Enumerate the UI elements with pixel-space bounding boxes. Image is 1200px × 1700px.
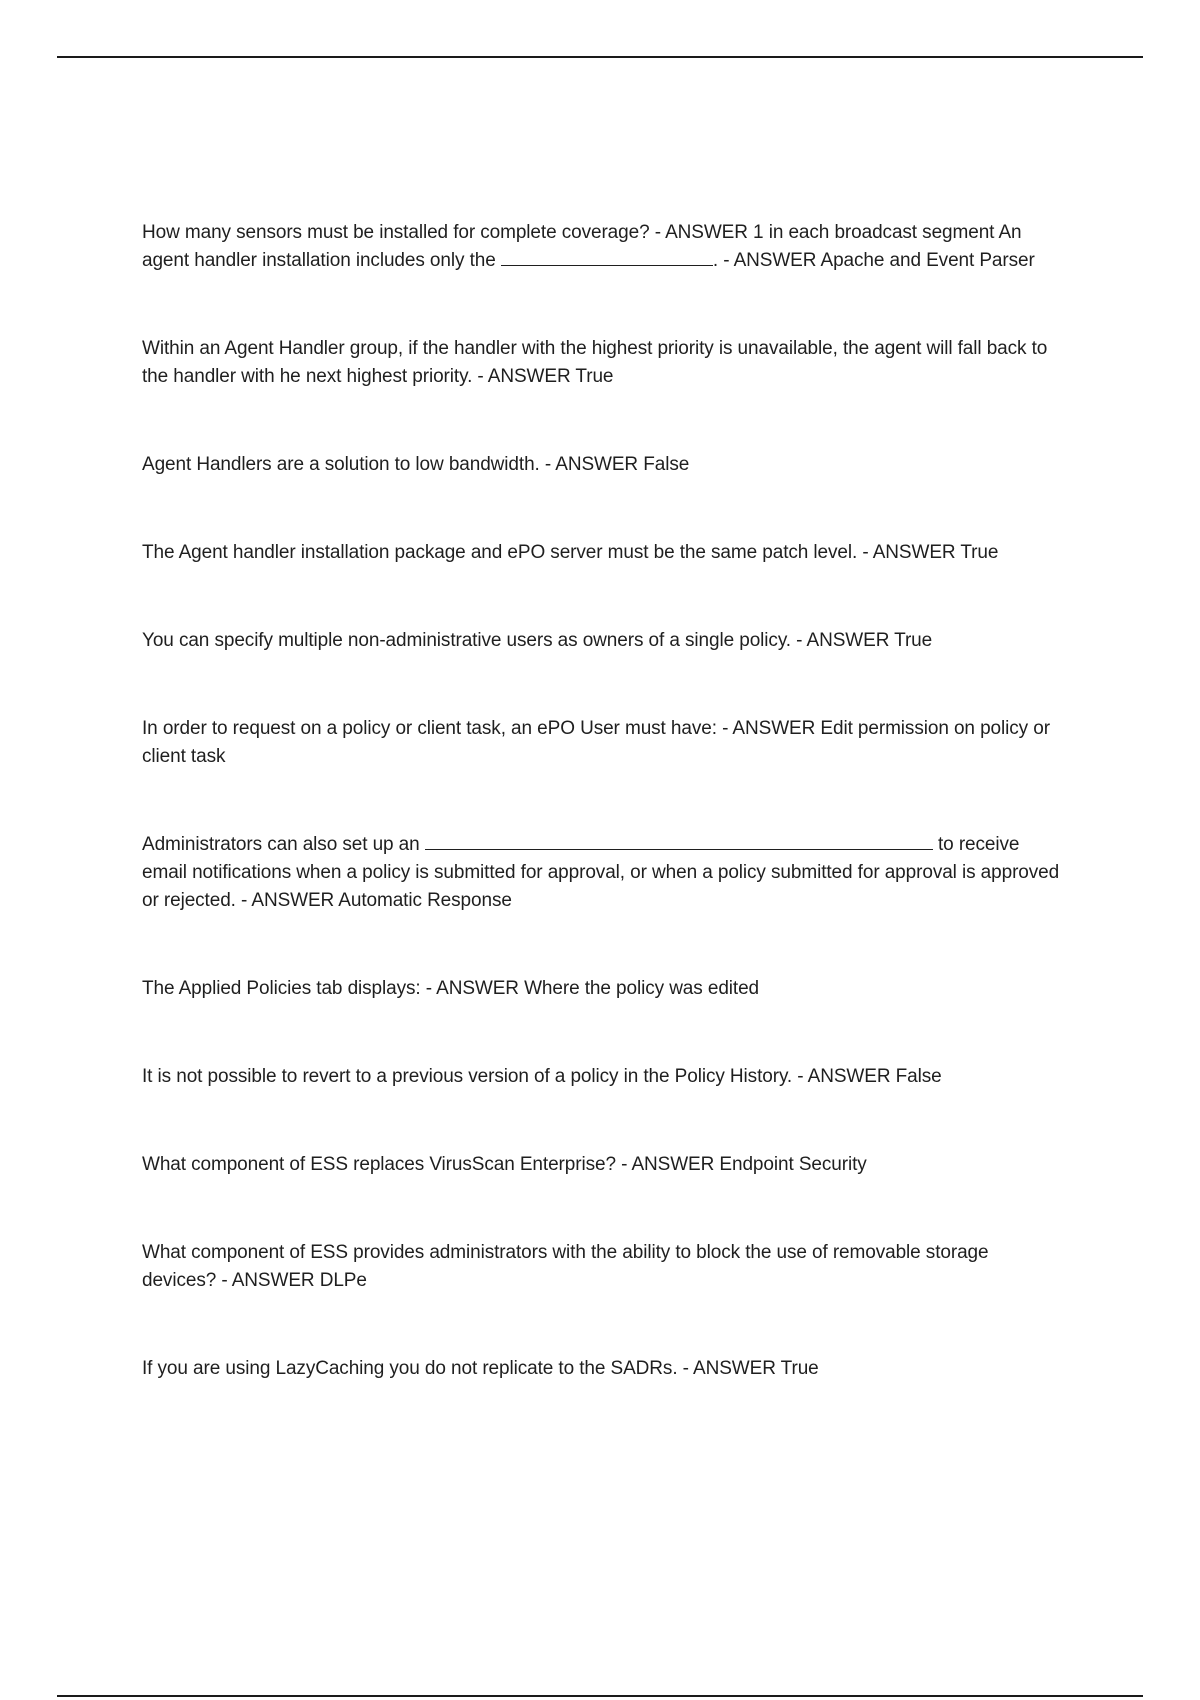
qa-item-1 [142,219,1062,275]
qa-item-12: If you are using LazyCaching you do not replicate to the SADRs. - ANSWER True [142,1358,819,1379]
qa-item-6: In order to request on a policy or client task, an ePO User must have: - ANSWER Edit permission on policy or client task [142,718,1050,767]
qa-item-7 [142,831,1062,915]
spacer [142,1179,1062,1239]
qa-item-7-after: to receive email notifications when a policy is submitted for approval, or when a policy submitted for approval is approved or rejected. - ANSWER Automatic Response [142,834,1060,911]
spacer [142,1003,1062,1063]
qa-item-1-before: How many sensors must be installed for complete coverage? - ANSWER 1 in each broadcast segment An agent handler installation includes only the [142,222,1022,271]
qa-item-3: Agent Handlers are a solution to low bandwidth. - ANSWER False [142,454,690,475]
spacer [142,391,1062,451]
qa-item-9: It is not possible to revert to a previous version of a policy in the Policy History. - ANSWER False [142,1066,942,1087]
spacer [142,771,1062,831]
qa-item-10: What component of ESS replaces VirusScan Enterprise? - ANSWER Endpoint Security [142,1154,867,1175]
qa-item-5: You can specify multiple non-administrative users as owners of a single policy. - ANSWER True [142,630,933,651]
footer-rule [57,1695,1143,1697]
spacer [142,1091,1062,1151]
qa-item-1-blank [501,247,713,266]
qa-list [142,219,1062,1383]
header-rule [57,56,1143,58]
qa-item-1-after: . - ANSWER Apache and Event Parser [712,250,1035,271]
qa-item-8: The Applied Policies tab displays: - ANSWER Where the policy was edited [142,978,760,999]
qa-item-2: Within an Agent Handler group, if the handler with the highest priority is unavailable, the agent will fall back to the handler with he next highest priority. - ANSWER True [142,338,1048,387]
qa-item-7-blank [425,831,933,850]
spacer [142,567,1062,627]
spacer [142,275,1062,335]
spacer [142,915,1062,975]
spacer [142,479,1062,539]
qa-item-11: What component of ESS provides administrators with the ability to block the use of removable storage devices? - ANSWER DLPe [142,1242,989,1291]
qa-item-4: The Agent handler installation package and ePO server must be the same patch level. - ANSWER True [142,542,999,563]
spacer [142,1295,1062,1355]
qa-item-7-before: Administrators can also set up an [142,834,425,855]
spacer [142,655,1062,715]
